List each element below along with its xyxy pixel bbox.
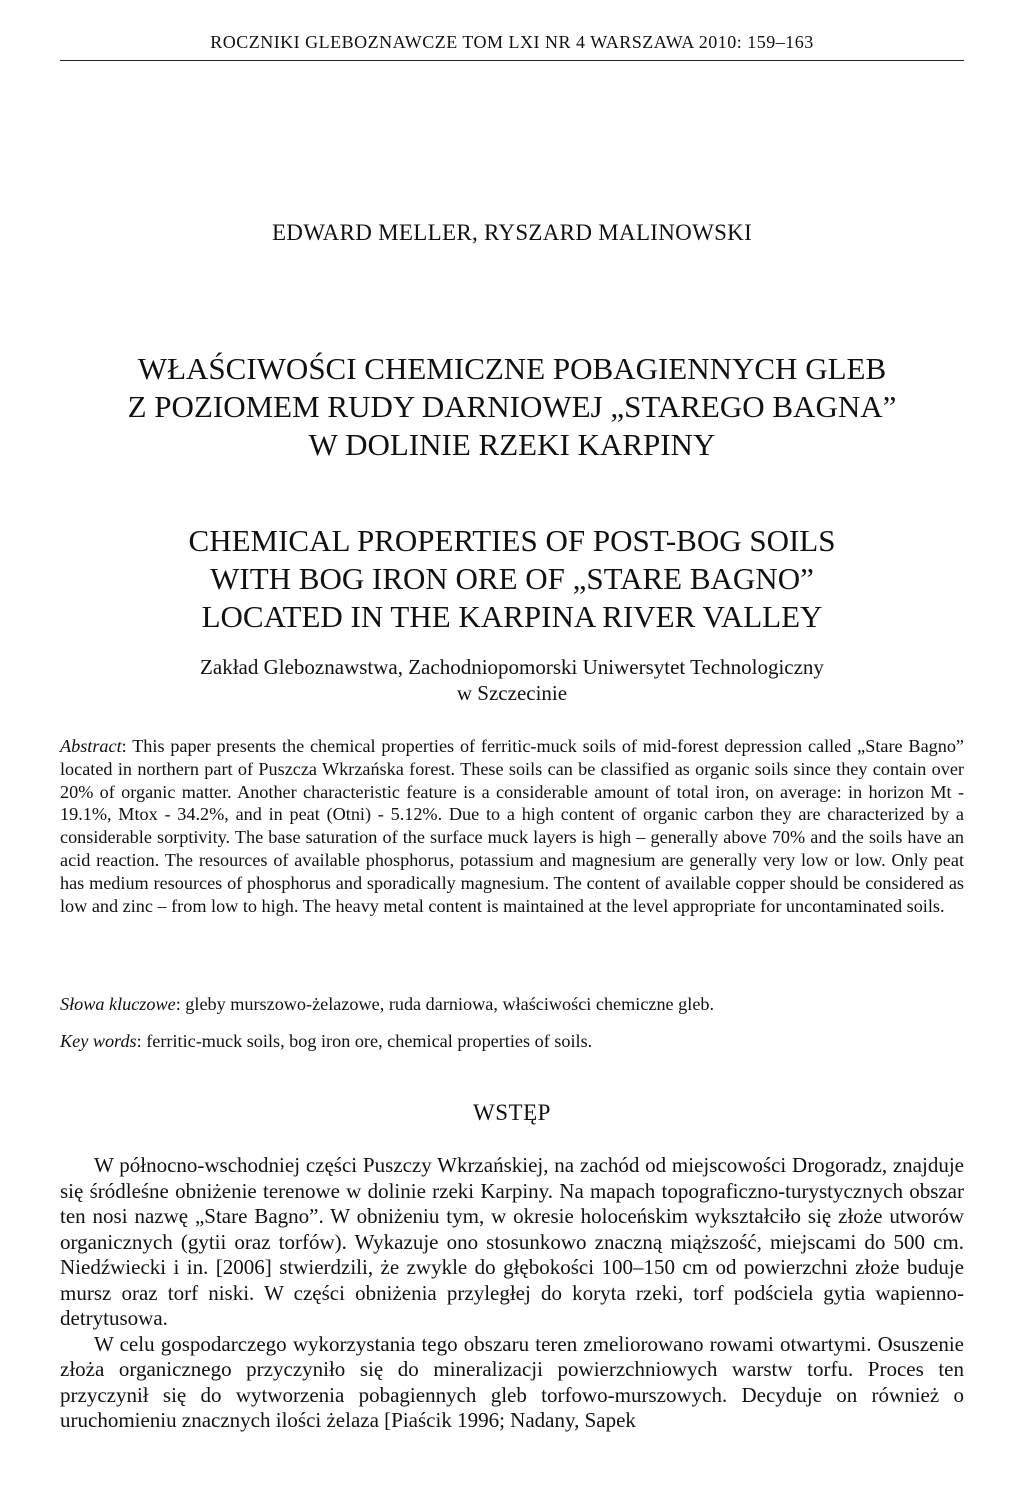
abstract: Abstract: This paper presents the chemical properties of ferritic-muck soils of mid-forest depression called „Stare Bagno” located in northern part of Puszcza Wkrzańska forest. These soils can be classified as organic soils since they contain over 20% of organic matter. Another characteristic feature is a considerable amount of total iron, on average: in horizon Mt - 19.1%, Mtox - 34.2%, and in peat (Otni) - 5.12%. Due to a high content of organic carbon they are characterized by a considerable sorptivity. The base saturation of the surface muck layers is high – generally above 70% and the soils have an acid reaction. The resources of available phosphorus, potassium and magnesium are generally very low or low. Only peat has medium resources of phosphorus and sporadically magnesium. The content of available copper should be considered as low and zinc – from low to high. The heavy metal content is maintained at the level appropriate for uncontaminated soils. bbox=[60, 736, 964, 916]
keywords-polish-text: gleby murszowo-żelazowe, ruda darniowa, właściwości chemiczne gleb. bbox=[185, 994, 715, 1014]
title-polish-line: W DOLINIE RZEKI KARPINY bbox=[308, 427, 716, 462]
affiliation-line: w Szczecinie bbox=[456, 681, 568, 705]
section-body bbox=[60, 1153, 964, 1434]
section-heading: WSTĘP bbox=[473, 1100, 551, 1125]
body-paragraph: W północno-wschodniej części Puszczy Wkrzańskiej, na zachód od miejscowości Drogoradz, znajduje się śródleśne obniżenie terenowe w dolinie rzeki Karpiny. Na mapach topograficzno-turystycznych obszar ten nosi nazwę „Stare Bagno”. W obniżeniu tym, w okresie holoceńskim wykształciło się złoże utworów organicznych (gytii oraz torfów). Wykazuje ono stosunkowo znaczną miąższość, miejscami do 500 cm. Niedźwiecki i in. [2006] stwierdzili, że zwykle do głębokości 100–150 cm od powierzchni złoże buduje mursz oraz torf niski. W części obniżenia przyległej do koryta rzeki, torf podściela gytia wapienno-detrytusowa. bbox=[60, 1153, 964, 1330]
affiliation-line: Zakład Gleboznawstwa, Zachodniopomorski Uniwersytet Technologiczny bbox=[200, 655, 824, 679]
affiliation bbox=[60, 654, 964, 706]
authors: EDWARD MELLER, RYSZARD MALINOWSKI bbox=[271, 220, 753, 245]
keywords-english: Key words: ferritic-muck soils, bog iron ore, chemical properties of soils. bbox=[60, 1031, 593, 1051]
abstract-text: This paper presents the chemical properties of ferritic-muck soils of mid-forest depression called „Stare Bagno” located in northern part of Puszcza Wkrzańska forest. These soils can be classified as organic soils since they contain over 20% of organic matter. Another characteristic feature is a considerable amount of total iron, on average: in horizon Mt - 19.1%, Mtox - 34.2%, and in peat (Otni) - 5.12%. Due to a high content of organic carbon they are characterized by a considerable sorptivity. The base saturation of the surface muck layers is high – generally above 70% and the soils have an acid reaction. The resources of available phosphorus, potassium and magnesium are generally very low or low. Only peat has medium resources of phosphorus and sporadically magnesium. The content of available copper should be considered as low and zinc – from low to high. The heavy metal content is maintained at the level appropriate for uncontaminated soils. bbox=[60, 736, 964, 916]
header-rule bbox=[60, 60, 964, 61]
keywords-polish: Słowa kluczowe: gleby murszowo-żelazowe, ruda darniowa, właściwości chemiczne gleb. bbox=[60, 994, 715, 1014]
keywords-english-label: Key words bbox=[60, 1031, 137, 1051]
keywords-polish-label: Słowa kluczowe bbox=[60, 994, 176, 1014]
keywords-english-text: ferritic-muck soils, bog iron ore, chemical properties of soils. bbox=[146, 1031, 593, 1051]
title-polish-line: WŁAŚCIWOŚCI CHEMICZNE POBAGIENNYCH GLEB bbox=[137, 351, 887, 386]
body-paragraph: W celu gospodarczego wykorzystania tego obszaru teren zmeliorowano rowami otwartymi. Osuszenie złoża organicznego przyczyniło się do mineralizacji powierzchniowych warstw torfu. Proces ten przyczynił się do wytworzenia pobagiennych gleb torfowo-murszowych. Decyduje on również o uruchomieniu znacznych ilości żelaza [Piaścik 1996; Nadany, Sapek bbox=[60, 1331, 964, 1432]
journal-header: ROCZNIKI GLEBOZNAWCZE TOM LXI NR 4 WARSZAWA 2010: 159–163 bbox=[210, 32, 814, 52]
title-english-line: LOCATED IN THE KARPINA RIVER VALLEY bbox=[201, 599, 823, 634]
title-english-line: CHEMICAL PROPERTIES OF POST-BOG SOILS bbox=[188, 523, 836, 558]
title-polish-line: Z POZIOMEM RUDY DARNIOWEJ „STAREGO BAGNA” bbox=[127, 389, 897, 424]
title-polish bbox=[40, 350, 984, 464]
title-english bbox=[40, 522, 984, 636]
abstract-label: Abstract bbox=[60, 736, 122, 756]
title-english-line: WITH BOG IRON ORE OF „STARE BAGNO” bbox=[210, 561, 814, 596]
